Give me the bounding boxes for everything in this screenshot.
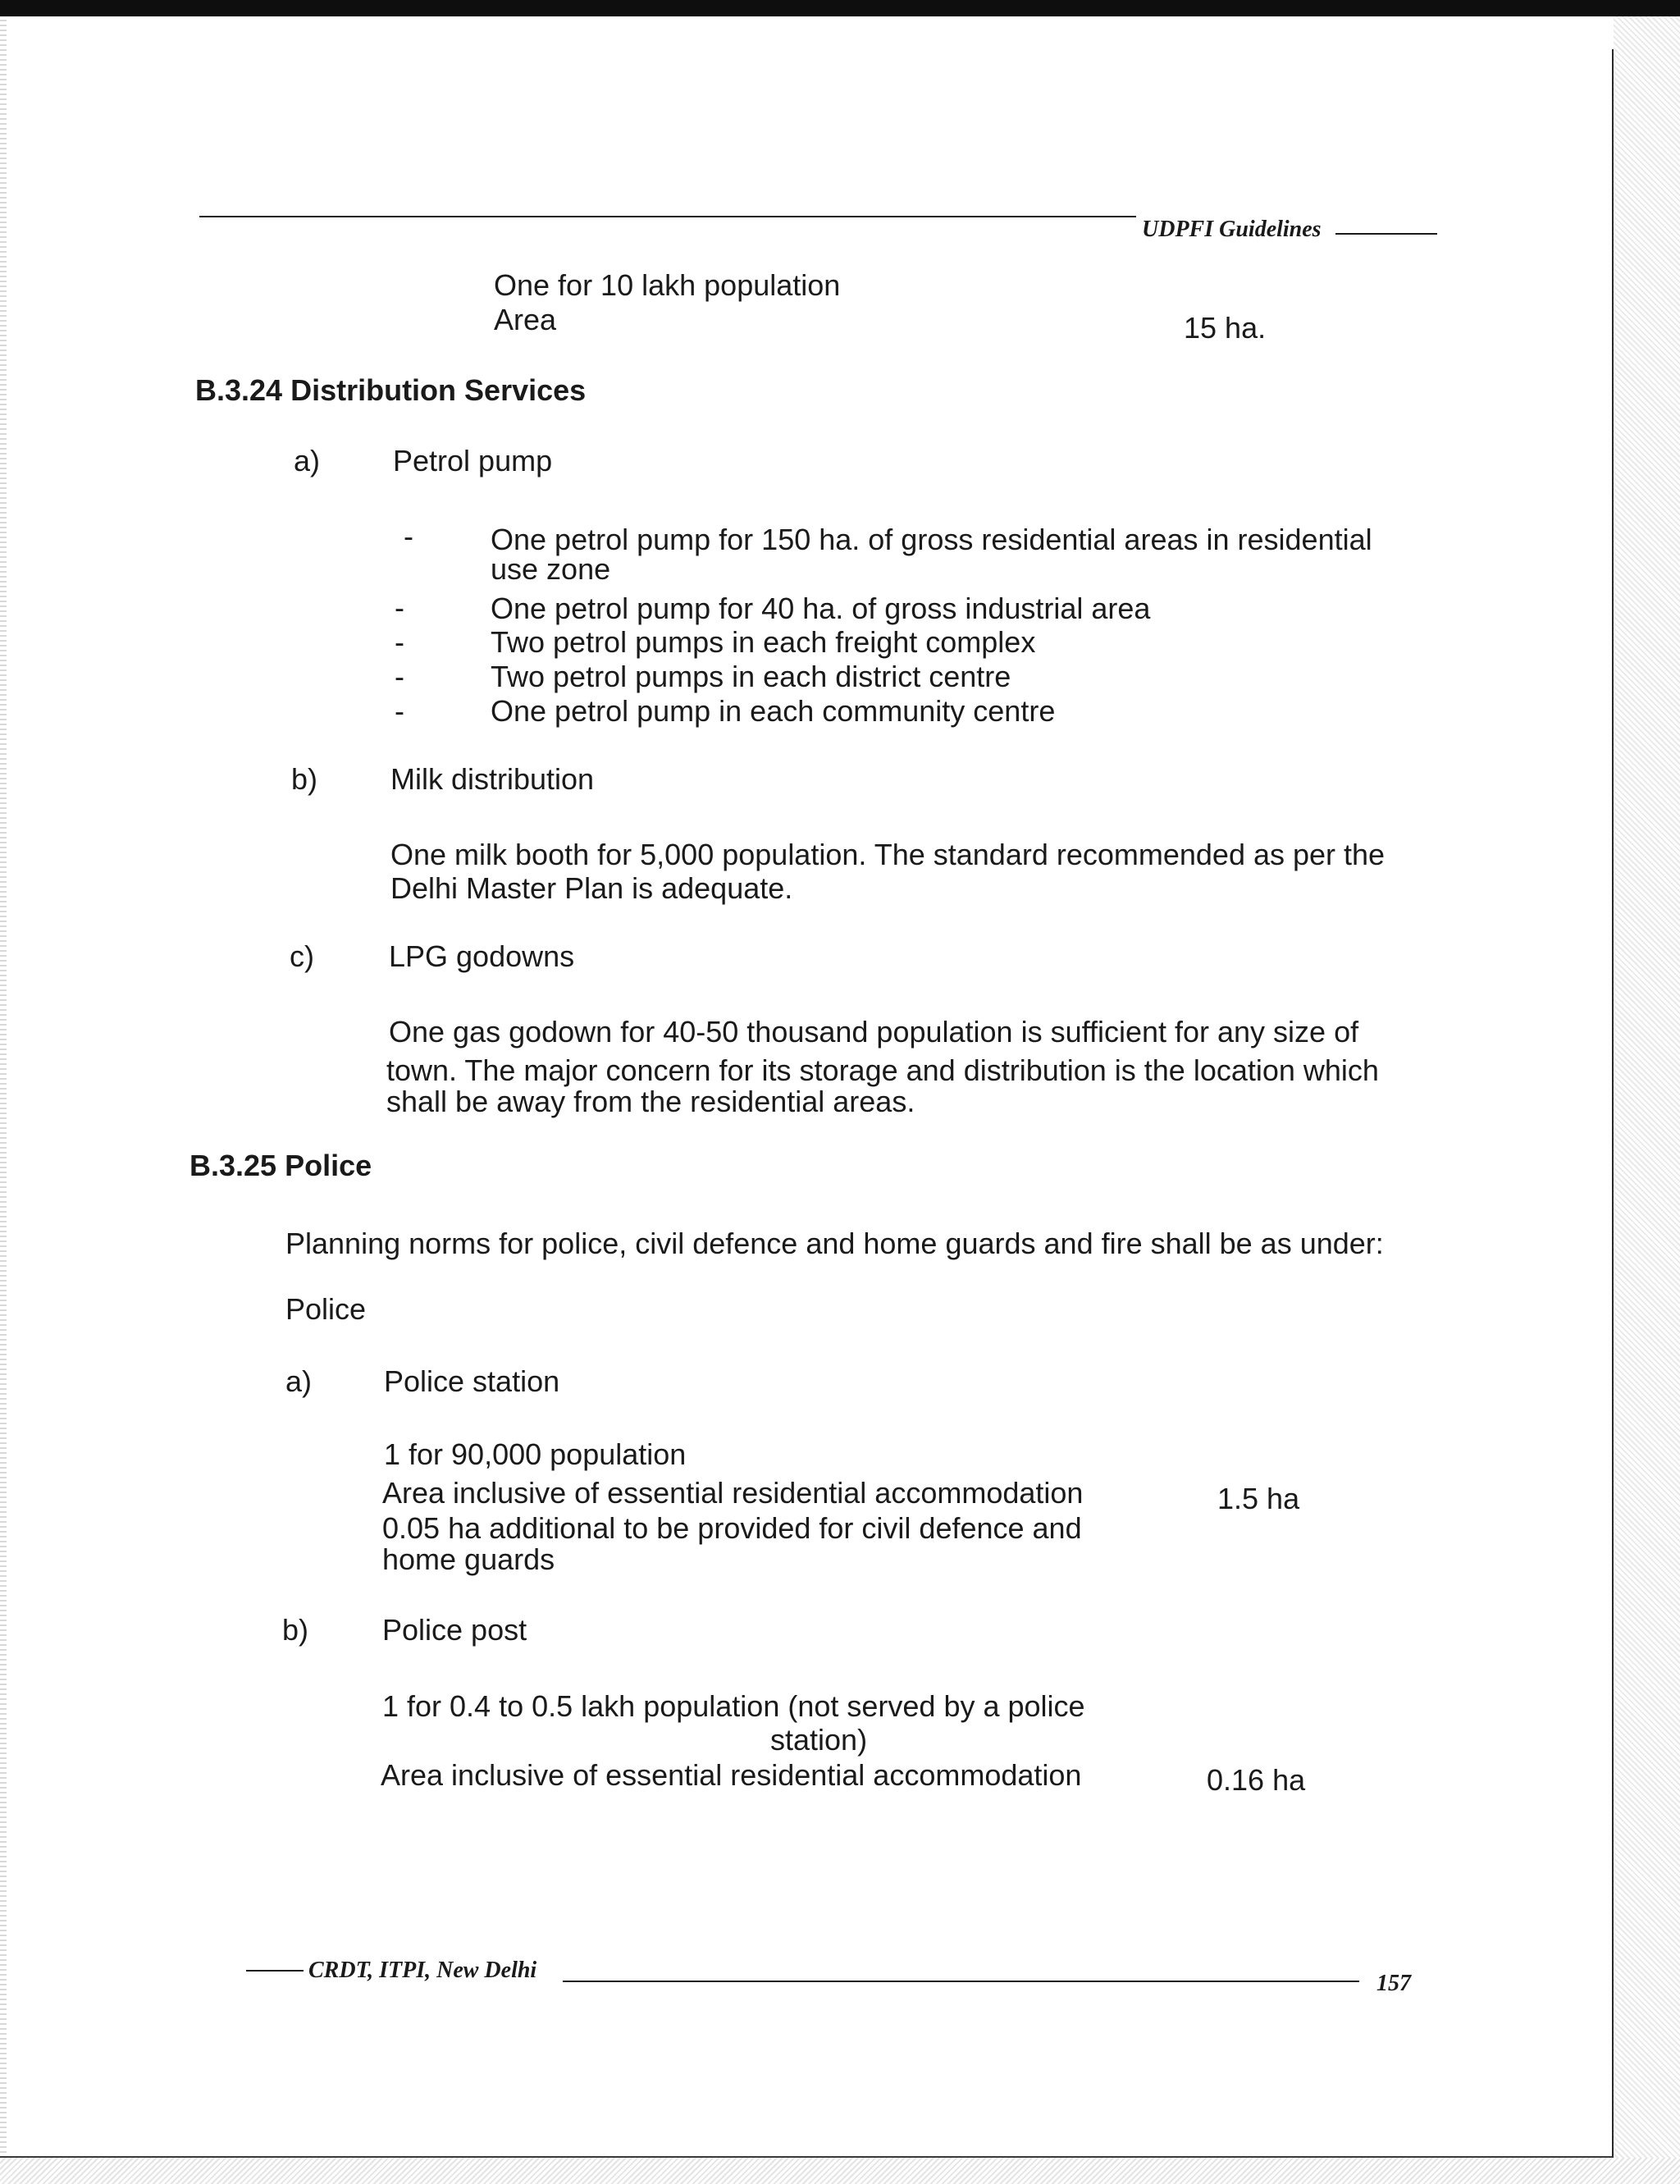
bullet-text: Two petrol pumps in each freight complex xyxy=(491,625,1036,659)
bullet-text: One petrol pump for 150 ha. of gross residential areas in residential xyxy=(491,523,1372,556)
population-norm-line: One for 10 lakh population xyxy=(494,268,841,302)
scan-right-margin xyxy=(1614,16,1680,2184)
police-post-population: 1 for 0.4 to 0.5 lakh population (not served by a police xyxy=(382,1689,1085,1723)
item-marker-c: c) xyxy=(290,939,314,973)
police-post-area-value: 0.16 ha xyxy=(1207,1763,1306,1797)
bullet-dash: - xyxy=(395,625,404,659)
item-title-lpg-godowns: LPG godowns xyxy=(389,939,575,973)
item-title-police-station: Police station xyxy=(384,1364,560,1398)
running-title: UDPFI Guidelines xyxy=(1142,217,1322,242)
bullet-text: Two petrol pumps in each district centre xyxy=(491,660,1011,693)
page-edge-bottom xyxy=(0,2156,1613,2158)
item-title-petrol-pump: Petrol pump xyxy=(393,444,553,477)
page-edge-right xyxy=(1612,49,1614,2158)
item-title-police-post: Police post xyxy=(382,1613,527,1647)
police-station-additional-continued: home guards xyxy=(382,1542,555,1576)
police-station-population: 1 for 90,000 population xyxy=(384,1437,687,1471)
bullet-text-continued: use zone xyxy=(491,552,611,586)
police-subhead: Police xyxy=(285,1292,367,1326)
page-number: 157 xyxy=(1376,1971,1411,1996)
lpg-text-line-3: shall be away from the residential areas. xyxy=(386,1085,915,1118)
item-marker-b: b) xyxy=(282,1613,309,1647)
bullet-dash: - xyxy=(395,694,404,728)
lpg-text-line-2: town. The major concern for its storage and distribution is the location which xyxy=(386,1053,1379,1087)
police-station-area-value: 1.5 ha xyxy=(1217,1482,1300,1515)
header-rule-right xyxy=(1335,233,1437,235)
police-post-area-label: Area inclusive of essential residential accommodation xyxy=(381,1758,1082,1792)
item-marker-b: b) xyxy=(291,762,318,796)
milk-distribution-text-continued: Delhi Master Plan is adequate. xyxy=(390,871,793,905)
scan-bottom-margin xyxy=(0,2158,1680,2184)
scan-top-border xyxy=(0,0,1680,16)
lpg-text-line-1: One gas godown for 40-50 thousand population is sufficient for any size of xyxy=(389,1015,1359,1049)
header-rule-left xyxy=(199,216,1136,217)
section-heading-distribution-services: B.3.24 Distribution Services xyxy=(195,373,587,407)
bullet-dash: - xyxy=(395,591,404,624)
item-marker-a: a) xyxy=(294,444,321,477)
police-post-population-continued: station) xyxy=(770,1723,868,1757)
item-marker-a: a) xyxy=(285,1364,313,1398)
section-heading-police: B.3.25 Police xyxy=(189,1149,372,1182)
police-station-area-label: Area inclusive of essential residential accommodation xyxy=(382,1476,1084,1510)
bullet-dash: - xyxy=(395,660,404,693)
bullet-text: One petrol pump in each community centre xyxy=(491,694,1056,728)
area-value: 15 ha. xyxy=(1184,311,1267,345)
bullet-dash: - xyxy=(404,519,413,553)
bullet-text: One petrol pump for 40 ha. of gross industrial area xyxy=(491,592,1151,625)
footer-rule-left xyxy=(246,1970,304,1972)
footer-organization: CRDT, ITPI, New Delhi xyxy=(308,1958,537,1983)
scan-left-edge xyxy=(0,16,7,2158)
item-title-milk-distribution: Milk distribution xyxy=(390,762,595,796)
milk-distribution-text: One milk booth for 5,000 population. The standard recommended as per the xyxy=(390,838,1386,871)
area-label: Area xyxy=(494,303,557,336)
footer-rule-right xyxy=(563,1981,1359,1982)
police-intro: Planning norms for police, civil defence and home guards and fire shall be as under: xyxy=(285,1227,1384,1260)
police-station-additional: 0.05 ha additional to be provided for civil defence and xyxy=(382,1511,1082,1545)
